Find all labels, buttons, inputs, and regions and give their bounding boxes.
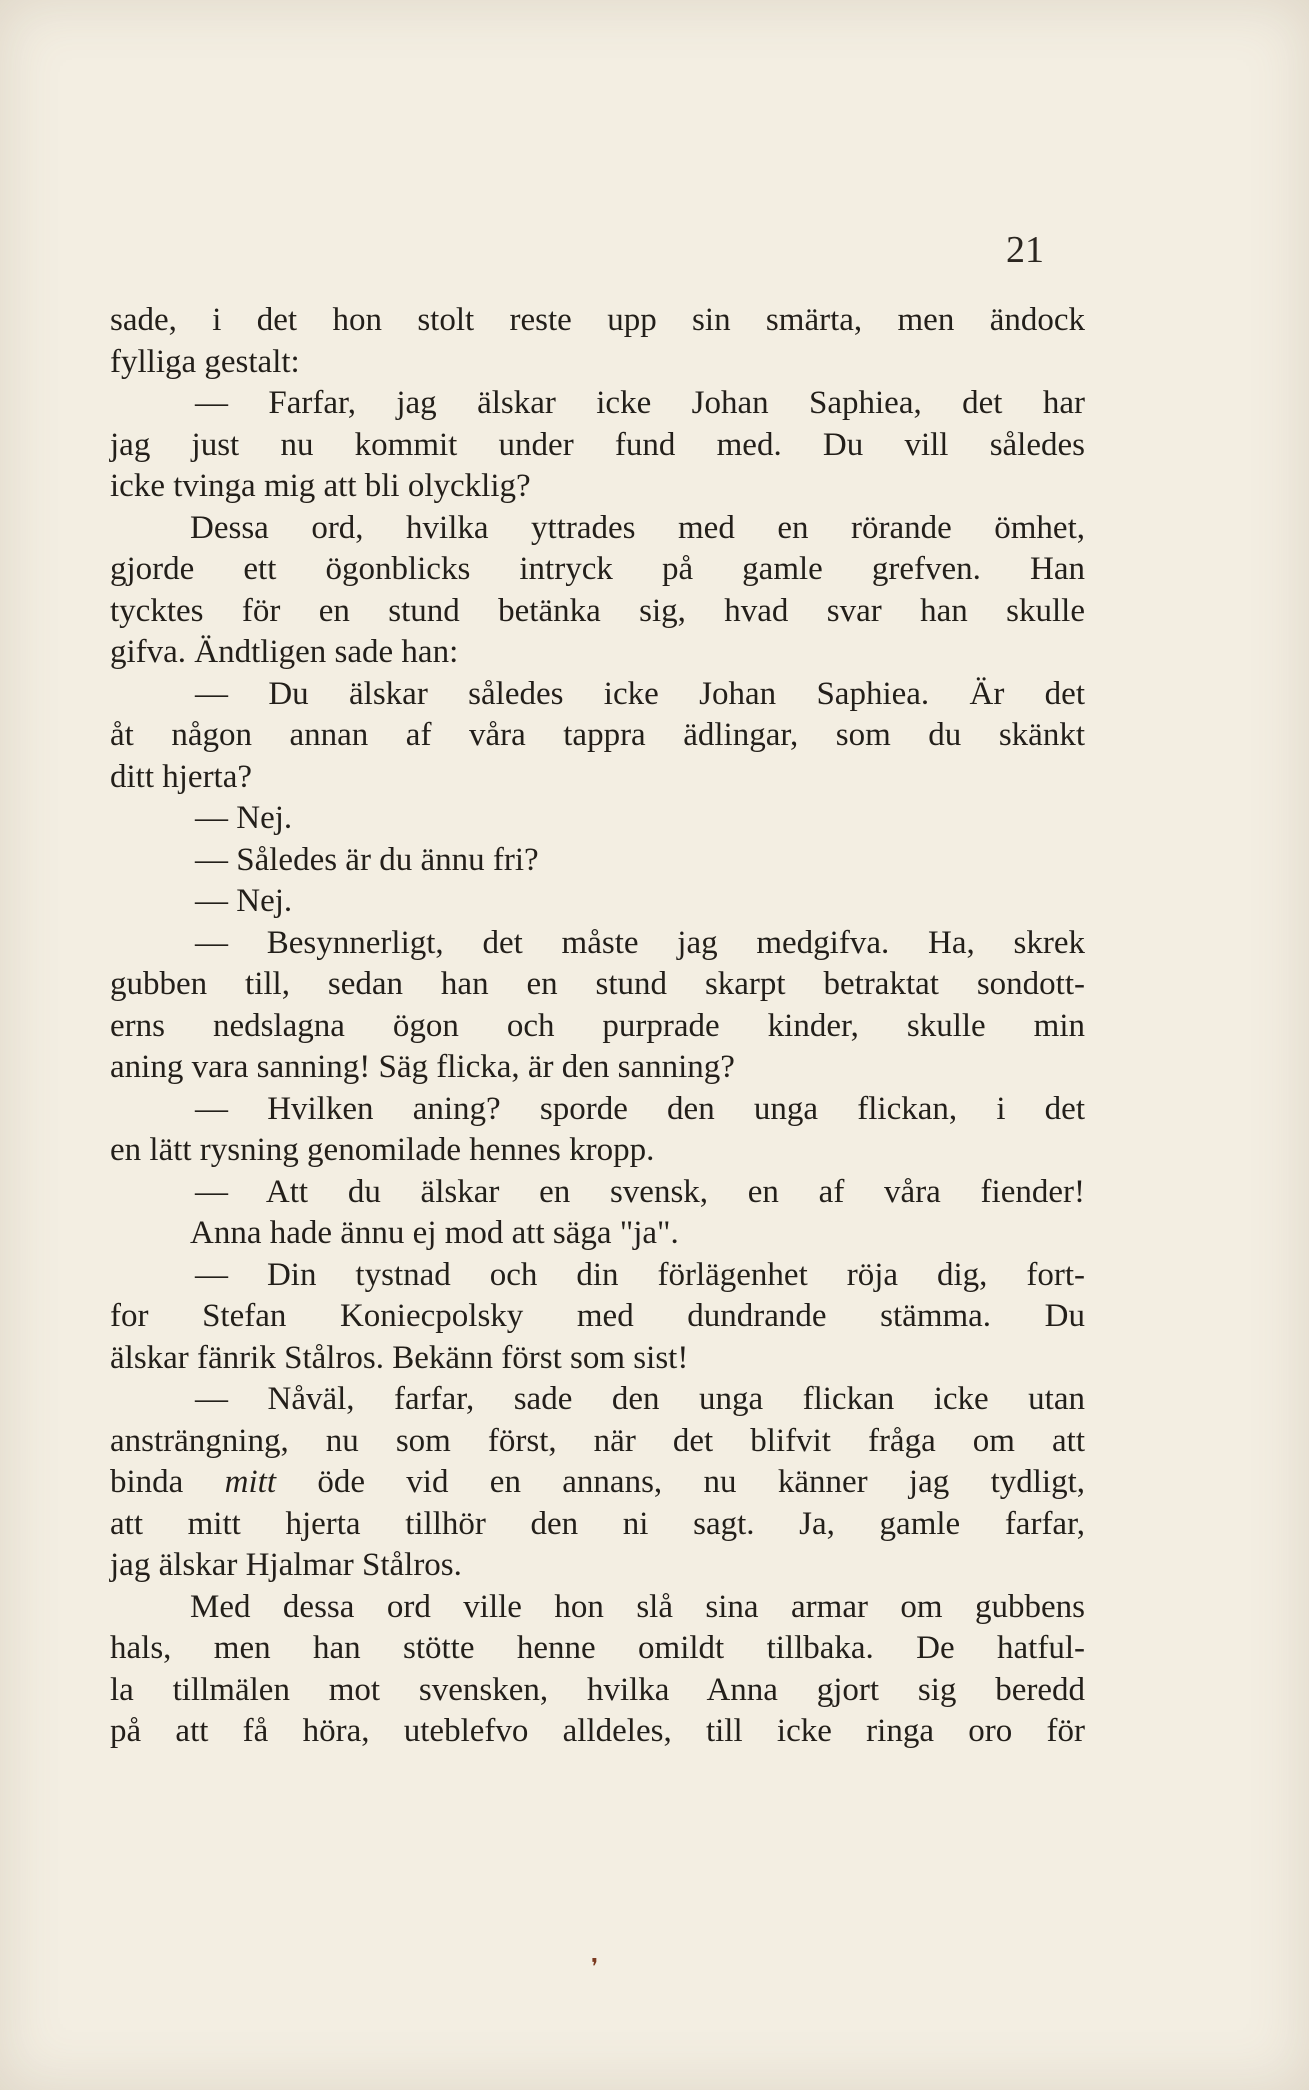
dialogue-line: — Hvilken aning? sporde den unga flickan, i det <box>195 1090 1085 1127</box>
text-line: icke tvinga mig att bli olycklig? <box>110 468 531 504</box>
page-body-text <box>110 300 1085 1753</box>
text-line: tycktes för en stund betänka sig, hvad svar han skulle <box>110 592 1085 629</box>
dialogue-line: — Nej. <box>195 800 293 836</box>
dialogue-line: — Således är du ännu fri? <box>195 841 539 878</box>
text-line: att mitt hjerta tillhör den ni sagt. Ja, gamle farfar, <box>110 1505 1085 1542</box>
dialogue-line: — Att du älskar en svensk, en af våra fiender! <box>195 1173 1085 1210</box>
dialogue-line: — Farfar, jag älskar icke Johan Saphiea, det har <box>195 385 1085 421</box>
text-line: jag just nu kommit under fund med. Du vill således <box>110 426 1085 463</box>
text-line: en lätt rysning genomilade hennes kropp. <box>110 1132 655 1168</box>
text-line: for Stefan Koniecpolsky med dundrande stämma. Du <box>110 1298 1085 1334</box>
text-line: gubben till, sedan han en stund skarpt betraktat sondott- <box>110 966 1085 1002</box>
text-line: på att få höra, uteblefvo alldeles, till icke ringa oro för <box>110 1713 1085 1749</box>
text-line <box>110 1462 1085 1504</box>
text-line: sade, i det hon stolt reste upp sin smärta, men ändock <box>110 302 1085 338</box>
text-line: erns nedslagna ögon och purprade kinder, skulle min <box>110 1007 1085 1044</box>
paragraph-start-line: Dessa ord, hvilka yttrades med en rörande ömhet, <box>190 509 1085 546</box>
dialogue-line: — Nåväl, farfar, sade den unga flickan icke utan <box>195 1381 1085 1417</box>
printer-mark-icon: ❜ <box>591 1955 599 1980</box>
page-number: 21 <box>1006 229 1044 271</box>
text-line: ansträngning, nu som först, när det blifvit fråga om att <box>110 1422 1085 1459</box>
text-line: gifva. Ändtligen sade han: <box>110 634 459 670</box>
text-line: jag älskar Hjalmar Stålros. <box>110 1547 462 1583</box>
paragraph-start-line: Anna hade ännu ej mod att säga "ja". <box>190 1215 679 1251</box>
dialogue-line: — Du älskar således icke Johan Saphiea. Är det <box>195 675 1085 712</box>
text-line: ditt hjerta? <box>110 758 253 795</box>
dialogue-line: — Nej. <box>195 883 293 919</box>
text-segment: öde vid en annans, nu känner jag tydligt, <box>276 1464 1085 1500</box>
paragraph-start-line: Med dessa ord ville hon slå sina armar om gubbens <box>190 1588 1085 1625</box>
text-line: gjorde ett ögonblicks intryck på gamle grefven. Han <box>110 551 1085 587</box>
text-line: aning vara sanning! Säg flicka, är den sanning? <box>110 1049 735 1085</box>
text-line: fylliga gestalt: <box>110 343 300 380</box>
text-line: älskar fänrik Stålros. Bekänn först som sist! <box>110 1339 689 1376</box>
italic-word: mitt <box>224 1464 276 1500</box>
text-line: hals, men han stötte henne omildt tillbaka. De hatful- <box>110 1630 1085 1666</box>
text-line: la tillmälen mot svensken, hvilka Anna gjort sig beredd <box>110 1671 1085 1708</box>
text-line: åt någon annan af våra tappra ädlingar, som du skänkt <box>110 717 1085 753</box>
text-segment: binda <box>110 1464 225 1500</box>
dialogue-line: — Din tystnad och din förlägenhet röja dig, fort- <box>195 1256 1085 1293</box>
dialogue-line: — Besynnerligt, det måste jag medgifva. Ha, skrek <box>195 924 1085 961</box>
